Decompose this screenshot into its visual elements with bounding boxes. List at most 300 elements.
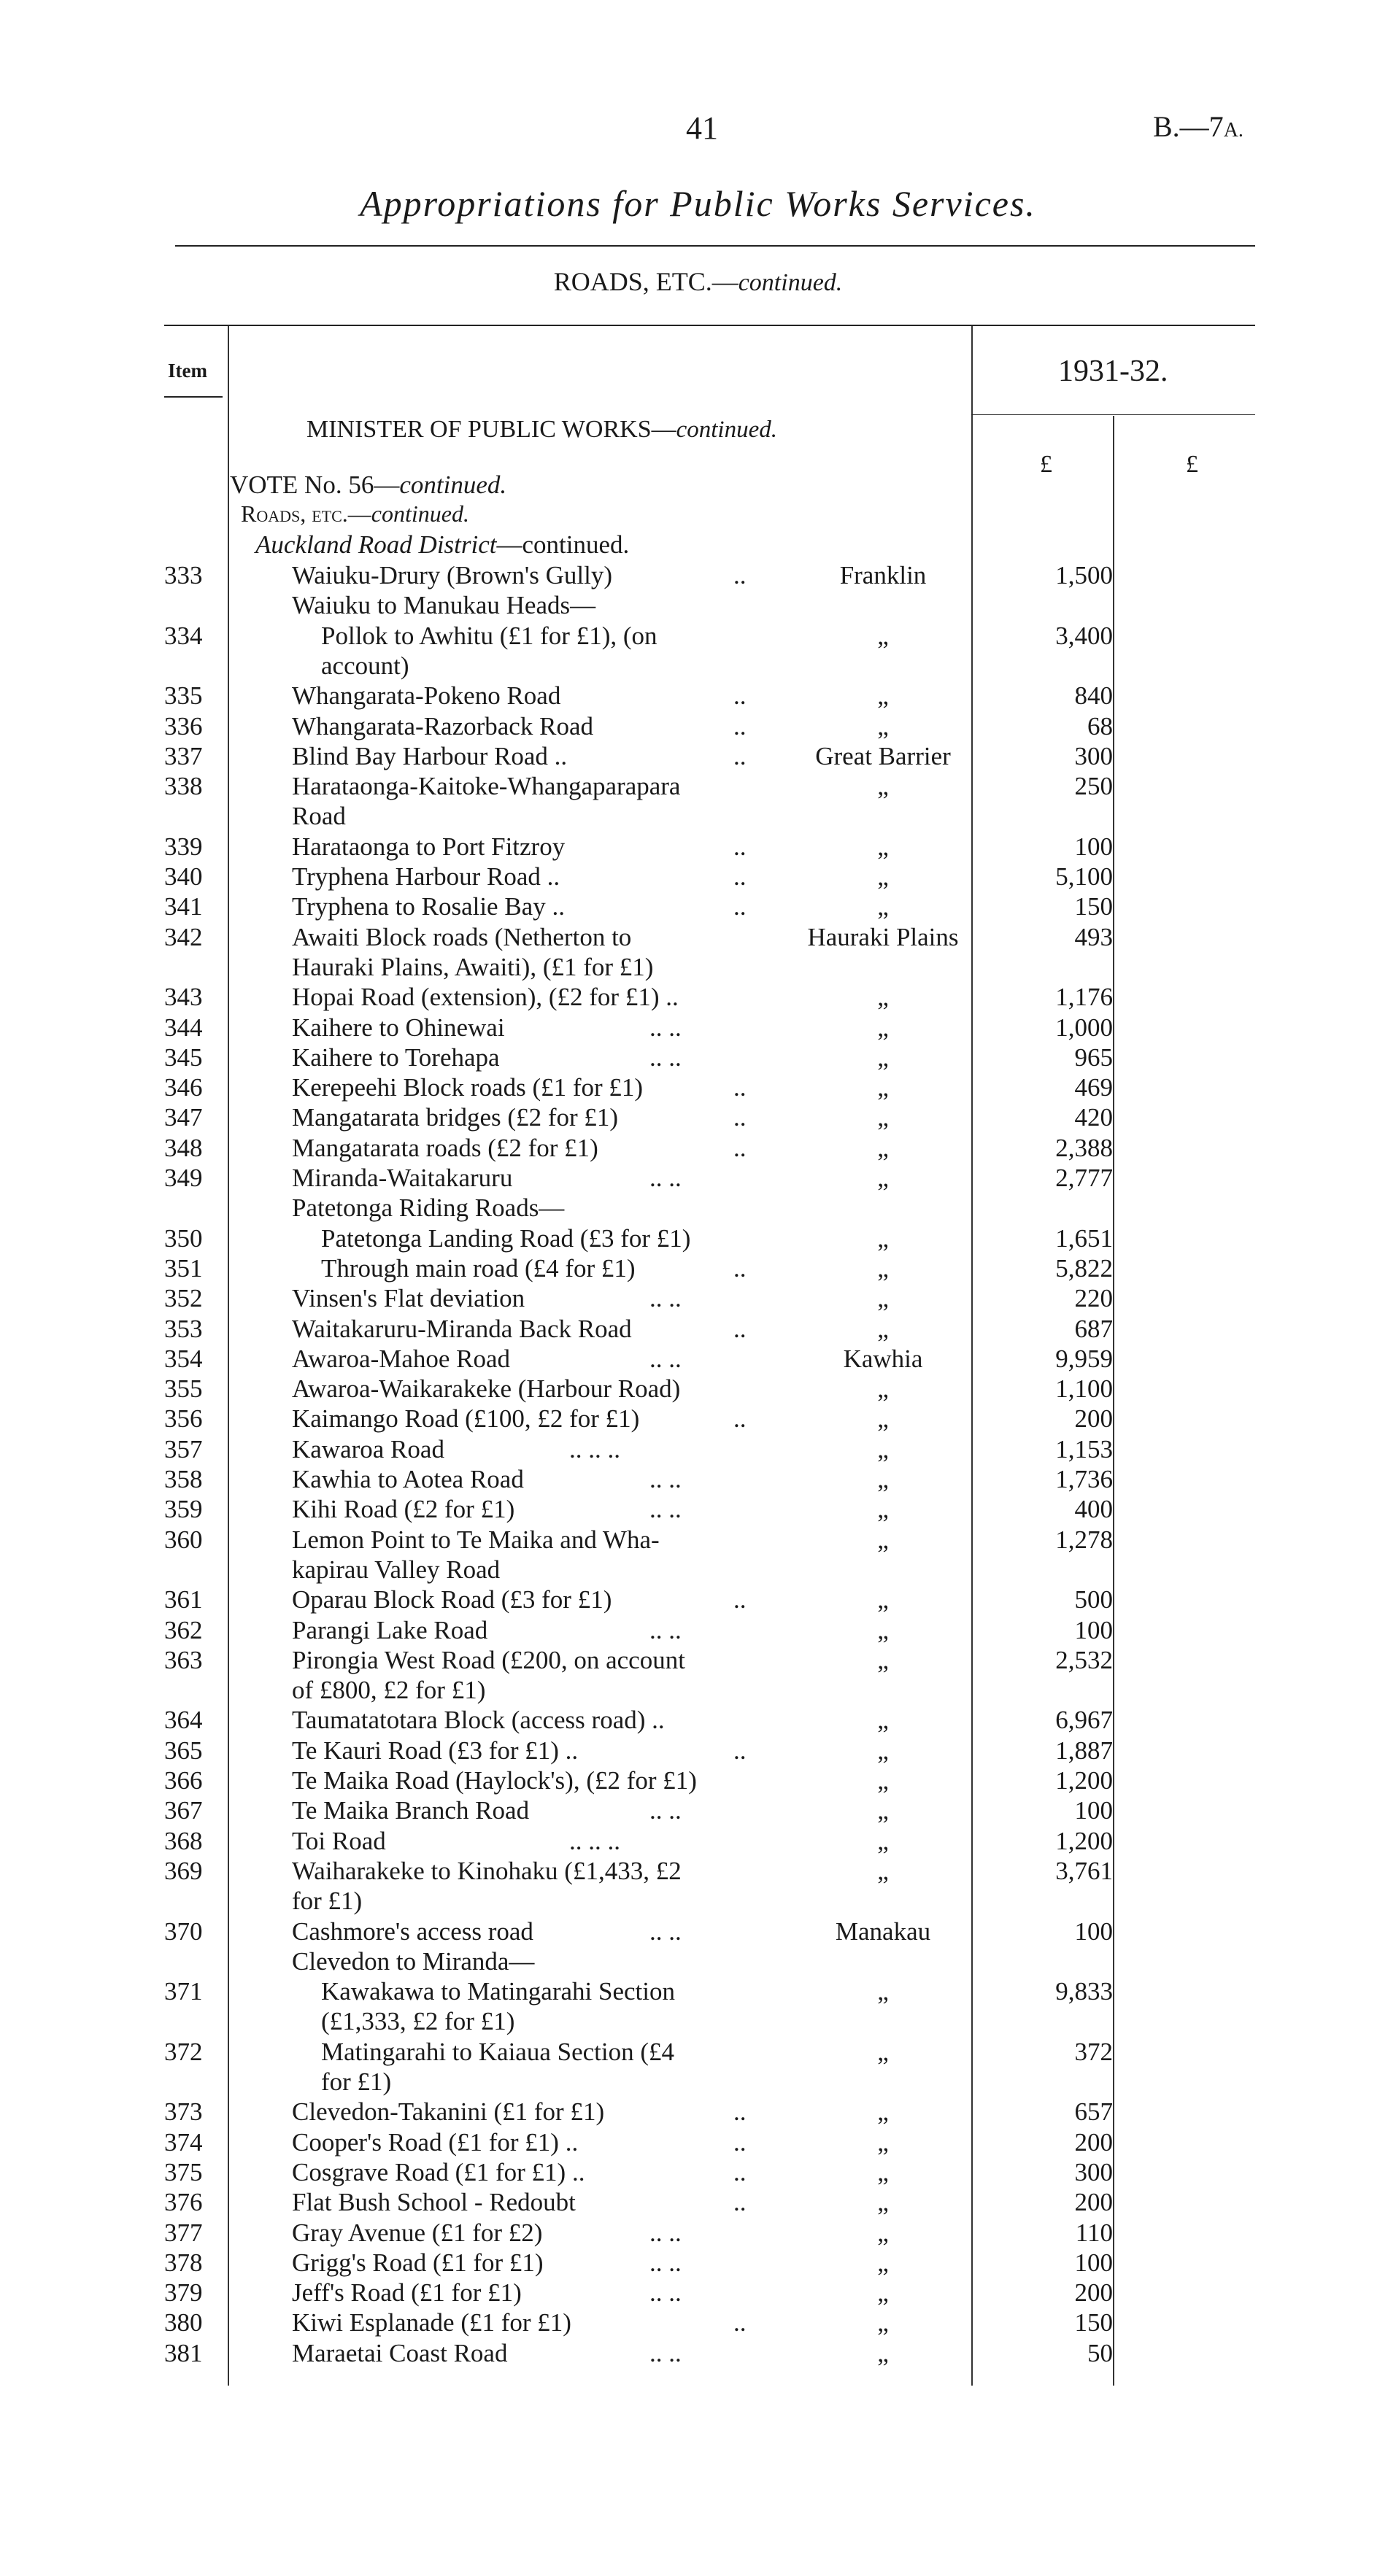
road-district: „	[877, 1043, 889, 1072]
amount: 1,200	[1055, 1826, 1113, 1855]
item-description: Matingarahi to Kaiaua Section (£4	[321, 2037, 675, 2066]
item-description: Clevedon to Miranda—	[292, 1946, 535, 1976]
table-top-rule	[164, 325, 1255, 326]
item-description: Mangatarata bridges (£2 for £1)	[292, 1103, 619, 1132]
item-number: 345	[164, 1043, 203, 1072]
table-row	[0, 681, 1396, 711]
item-number: 375	[164, 2157, 203, 2186]
table-row	[0, 1615, 1396, 1646]
table-row	[0, 2037, 1396, 2068]
table-row	[0, 771, 1396, 802]
amount: 3,400	[1055, 621, 1113, 650]
item-description: Cosgrave Road (£1 for £1) ..	[292, 2157, 585, 2186]
road-district: „	[877, 1826, 889, 1855]
item-number: 340	[164, 862, 203, 891]
road-district: „	[877, 1585, 889, 1614]
item-description: Miranda-Waitakaruru	[292, 1164, 513, 1192]
item-description: Clevedon-Takanini (£1 for £1)	[292, 2097, 605, 2127]
item-number: 350	[164, 1223, 203, 1253]
item-number: 349	[164, 1164, 203, 1192]
road-district: „	[877, 1977, 889, 2006]
table-row	[0, 2308, 1396, 2338]
road-district: „	[877, 1404, 889, 1434]
item-number: 333	[164, 561, 203, 589]
table-row	[0, 2157, 1396, 2188]
amount: 100	[1074, 1916, 1113, 1946]
item-number: 364	[164, 1706, 203, 1735]
leader-dots: ..	[733, 892, 747, 921]
amount: 2,388	[1055, 1133, 1113, 1162]
minister-heading-italic: continued.	[676, 417, 777, 443]
currency-symbol-2: £	[1186, 451, 1198, 478]
leader-dots: .. ..	[649, 2248, 682, 2277]
item-number: 371	[164, 1977, 203, 2006]
table-row	[0, 2006, 1396, 2037]
road-district: „	[877, 2188, 889, 2217]
item-description: Awaiti Block roads (Netherton to	[292, 922, 632, 951]
amount: 500	[1074, 1585, 1113, 1614]
amount: 250	[1074, 772, 1113, 801]
item-description: Kawaroa Road	[292, 1434, 444, 1463]
table-row	[0, 1193, 1396, 1223]
table-row	[0, 1133, 1396, 1164]
amount: 9,959	[1055, 1344, 1113, 1373]
amount: 110	[1075, 2218, 1113, 2247]
item-description: Kawakawa to Matingarahi Section	[321, 1977, 675, 2006]
section-title	[0, 266, 1396, 297]
item-description: Vinsen's Flat deviation	[292, 1284, 525, 1313]
amount: 493	[1074, 922, 1113, 951]
road-district: „	[877, 1284, 889, 1313]
table-row	[0, 1223, 1396, 1254]
leader-dots: ..	[733, 1073, 747, 1102]
item-description: Waiuku-Drury (Brown's Gully)	[292, 561, 612, 589]
item-number: 365	[164, 1736, 203, 1765]
amount: 3,761	[1055, 1856, 1113, 1885]
road-district: „	[877, 1133, 889, 1162]
leader-dots: .. ..	[649, 1465, 682, 1493]
item-column-header: Item	[168, 360, 207, 382]
item-description: Patetonga Riding Roads—	[292, 1194, 565, 1223]
table-row	[0, 1314, 1396, 1345]
leader-dots: .. ..	[649, 2278, 682, 2308]
item-description: Oparau Block Road (£3 for £1)	[292, 1585, 612, 1614]
amount: 100	[1074, 1796, 1113, 1825]
item-description: Mangatarata roads (£2 for £1)	[292, 1133, 598, 1162]
table-row	[0, 1043, 1396, 1073]
document-code-main: B.—7	[1153, 110, 1224, 143]
item-number: 374	[164, 2127, 203, 2157]
item-number: 367	[164, 1796, 203, 1825]
table-row	[0, 1946, 1396, 1977]
leader-dots: .. ..	[649, 1796, 682, 1825]
roads-subheading-text: Roads, etc.—	[241, 500, 371, 527]
road-district: „	[877, 1465, 889, 1493]
roads-subheading	[241, 500, 469, 527]
amount: 100	[1074, 2248, 1113, 2277]
item-number: 346	[164, 1073, 203, 1102]
amount: 420	[1074, 1103, 1113, 1132]
table-row	[0, 952, 1396, 983]
road-district: „	[877, 2338, 889, 2367]
item-description: Road	[292, 802, 346, 831]
item-number: 360	[164, 1525, 203, 1554]
table-row	[0, 1916, 1396, 1947]
road-district: „	[877, 1164, 889, 1192]
road-district: „	[877, 2248, 889, 2277]
item-description: Grigg's Road (£1 for £1)	[292, 2248, 544, 2277]
item-number: 359	[164, 1495, 203, 1524]
district-subheading-italic: Auckland Road District	[255, 530, 497, 559]
table-row	[0, 1434, 1396, 1465]
leader-dots: ..	[733, 1736, 747, 1765]
table-row	[0, 1013, 1396, 1043]
item-description: Jeff's Road (£1 for £1)	[292, 2278, 522, 2308]
table-row	[0, 621, 1396, 651]
leader-dots: .. ..	[649, 1284, 682, 1313]
amount: 300	[1074, 741, 1113, 770]
item-number: 355	[164, 1374, 203, 1404]
amount: 1,200	[1055, 1766, 1113, 1795]
leader-dots: .. ..	[649, 1013, 682, 1042]
leader-dots: .. ..	[649, 1495, 682, 1524]
amount: 68	[1087, 711, 1113, 740]
item-description: account)	[321, 651, 409, 680]
item-description: Kiwi Esplanade (£1 for £1)	[292, 2308, 571, 2337]
amount: 200	[1074, 2278, 1113, 2308]
table-row	[0, 832, 1396, 862]
item-number: 348	[164, 1133, 203, 1162]
item-description: Taumatatotara Block (access road) ..	[292, 1706, 665, 1735]
item-description: Harataonga to Port Fitzroy	[292, 832, 566, 861]
table-row	[0, 711, 1396, 742]
table-row	[0, 1163, 1396, 1194]
leader-dots: ..	[733, 2097, 747, 2127]
table-row	[0, 1253, 1396, 1284]
vote-heading	[230, 471, 506, 500]
table-row	[0, 1464, 1396, 1495]
road-district: Kawhia	[843, 1344, 923, 1373]
item-description: Pirongia West Road (£200, on account	[292, 1645, 685, 1674]
top-rule	[175, 245, 1255, 247]
document-code-suffix: A.	[1223, 119, 1243, 142]
amount: 50	[1087, 2338, 1113, 2367]
section-title-text: ROADS, ETC.—	[553, 267, 739, 296]
item-number: 372	[164, 2037, 203, 2066]
item-description: Waitakaruru-Miranda Back Road	[292, 1314, 632, 1343]
amount: 840	[1074, 681, 1113, 711]
table-row	[0, 1795, 1396, 1826]
item-number: 380	[164, 2308, 203, 2337]
road-district: „	[877, 1796, 889, 1825]
table-row	[0, 1555, 1396, 1585]
leader-dots: .. ..	[649, 2338, 682, 2367]
table-row	[0, 1344, 1396, 1374]
item-number: 378	[164, 2248, 203, 2277]
table-row	[0, 1494, 1396, 1525]
amount: 200	[1074, 2188, 1113, 2217]
road-district: Great Barrier	[815, 741, 951, 770]
amount: 400	[1074, 1495, 1113, 1524]
table-row	[0, 1736, 1396, 1766]
item-number: 358	[164, 1465, 203, 1493]
road-district: Manakau	[835, 1916, 931, 1946]
item-description: Kihi Road (£2 for £1)	[292, 1495, 515, 1524]
leader-dots: ..	[733, 2188, 747, 2217]
road-district: „	[877, 1073, 889, 1102]
amount: 687	[1074, 1314, 1113, 1343]
item-number: 356	[164, 1404, 203, 1434]
table-row	[0, 1765, 1396, 1796]
road-district: „	[877, 1525, 889, 1554]
item-description: Awaroa-Waikarakeke (Harbour Road)	[292, 1374, 681, 1404]
item-number: 351	[164, 1253, 203, 1283]
table-row	[0, 560, 1396, 591]
table-row	[0, 2218, 1396, 2248]
item-description: Kawhia to Aotea Road	[292, 1465, 524, 1493]
item-number: 357	[164, 1434, 203, 1463]
amount: 1,887	[1055, 1736, 1113, 1765]
amount: 1,500	[1055, 561, 1113, 589]
item-description: Whangarata-Razorback Road	[292, 711, 593, 740]
leader-dots: .. ..	[649, 1615, 682, 1644]
item-description: (£1,333, £2 for £1)	[321, 2007, 515, 2036]
item-description: Parangi Lake Road	[292, 1615, 488, 1644]
item-description: Tryphena to Rosalie Bay ..	[292, 892, 565, 921]
road-district: „	[877, 2278, 889, 2308]
item-description: Hauraki Plains, Awaiti), (£1 for £1)	[292, 952, 654, 981]
road-district: „	[877, 2218, 889, 2247]
table-row	[0, 1886, 1396, 1916]
item-description: Te Maika Road (Haylock's), (£2 for £1)	[292, 1766, 697, 1795]
item-number: 336	[164, 711, 203, 740]
leader-dots: ..	[733, 1133, 747, 1162]
item-description: Kaihere to Ohinewai	[292, 1013, 505, 1042]
road-district: „	[877, 1706, 889, 1735]
table-row	[0, 741, 1396, 772]
item-description: Toi Road	[292, 1826, 386, 1855]
road-district: „	[877, 1645, 889, 1674]
amount: 965	[1074, 1043, 1113, 1072]
road-district: „	[877, 1223, 889, 1253]
item-description: Kaihere to Torehapa	[292, 1043, 500, 1072]
item-description: for £1)	[321, 2068, 392, 2096]
table-row	[0, 1525, 1396, 1555]
road-district: „	[877, 1253, 889, 1283]
road-district: „	[877, 2127, 889, 2157]
road-district: „	[877, 1766, 889, 1795]
road-district: „	[877, 1314, 889, 1343]
item-number: 334	[164, 621, 203, 650]
item-description: Hopai Road (extension), (£2 for £1) ..	[292, 983, 679, 1012]
amount: 100	[1074, 832, 1113, 861]
road-district: „	[877, 1374, 889, 1404]
item-description: Maraetai Coast Road	[292, 2338, 508, 2367]
item-description: Kaimango Road (£100, £2 for £1)	[292, 1404, 640, 1434]
road-district: „	[877, 2308, 889, 2337]
road-district: Hauraki Plains	[807, 922, 959, 951]
amount: 657	[1074, 2097, 1113, 2127]
table-row	[0, 2097, 1396, 2127]
road-district: „	[877, 1615, 889, 1644]
amount: 220	[1074, 1284, 1113, 1313]
road-district: „	[877, 711, 889, 740]
item-number: 369	[164, 1856, 203, 1885]
item-number: 373	[164, 2097, 203, 2127]
vote-heading-italic: continued.	[399, 471, 507, 499]
table-row	[0, 1374, 1396, 1404]
road-district: „	[877, 892, 889, 921]
leader-dots: ..	[733, 681, 747, 711]
table-row	[0, 1826, 1396, 1857]
year-header-underline	[971, 414, 1255, 415]
page-title: Appropriations for Public Works Services.	[360, 183, 1036, 224]
amount: 2,532	[1055, 1645, 1113, 1674]
amount: 1,736	[1055, 1465, 1113, 1493]
leader-dots: ..	[733, 862, 747, 891]
district-subheading	[255, 530, 629, 560]
item-number: 337	[164, 741, 203, 770]
table-row	[0, 590, 1396, 621]
table-row	[0, 1102, 1396, 1133]
amount: 1,651	[1055, 1223, 1113, 1253]
item-description: Cooper's Road (£1 for £1) ..	[292, 2127, 579, 2157]
road-district: „	[877, 1856, 889, 1885]
item-number: 366	[164, 1766, 203, 1795]
table-row	[0, 1976, 1396, 2007]
item-description: Tryphena Harbour Road ..	[292, 862, 560, 891]
item-description: Waiuku to Manukau Heads—	[292, 591, 596, 620]
road-district: „	[877, 1103, 889, 1132]
item-description: Blind Bay Harbour Road ..	[292, 741, 568, 770]
leader-dots: ..	[733, 832, 747, 861]
leader-dots: ..	[733, 2157, 747, 2186]
amount: 1,153	[1055, 1434, 1113, 1463]
minister-heading	[306, 416, 777, 444]
item-description: Te Maika Branch Road	[292, 1796, 530, 1825]
table-row	[0, 862, 1396, 892]
amount: 6,967	[1055, 1706, 1113, 1735]
item-number: 368	[164, 1826, 203, 1855]
amount: 2,777	[1055, 1164, 1113, 1192]
item-number: 363	[164, 1645, 203, 1674]
document-code	[1153, 109, 1243, 144]
leader-dots: ..	[733, 1585, 747, 1614]
table-row	[0, 1705, 1396, 1736]
item-description: Lemon Point to Te Maika and Wha-	[292, 1525, 660, 1554]
road-district: „	[877, 832, 889, 861]
table-row	[0, 1675, 1396, 1706]
item-number: 339	[164, 832, 203, 861]
amount: 1,000	[1055, 1013, 1113, 1042]
item-description: Through main road (£4 for £1)	[321, 1253, 636, 1283]
item-description: Cashmore's access road	[292, 1916, 533, 1946]
table-row	[0, 1072, 1396, 1103]
item-number: 377	[164, 2218, 203, 2247]
road-district: „	[877, 2097, 889, 2127]
table-row	[0, 651, 1396, 681]
table-row	[0, 2187, 1396, 2218]
item-header-underline	[164, 396, 223, 398]
road-district: „	[877, 772, 889, 801]
amount: 469	[1074, 1073, 1113, 1102]
item-description: Patetonga Landing Road (£3 for £1)	[321, 1223, 691, 1253]
currency-symbol-1: £	[1040, 451, 1052, 478]
table-row	[0, 2067, 1396, 2097]
leader-dots: ..	[733, 741, 747, 770]
leader-dots: ..	[733, 1103, 747, 1132]
road-district: „	[877, 1434, 889, 1463]
table-row	[0, 1283, 1396, 1314]
road-district: Franklin	[839, 561, 927, 589]
roads-subheading-italic: continued.	[371, 500, 469, 527]
item-number: 335	[164, 681, 203, 711]
vote-heading-text: VOTE No. 56—	[230, 471, 400, 499]
amount: 100	[1074, 1615, 1113, 1644]
leader-dots: .. ..	[649, 2218, 682, 2247]
table-row	[0, 922, 1396, 953]
table-row	[0, 2338, 1396, 2369]
road-district: „	[877, 2037, 889, 2066]
table-row	[0, 1645, 1396, 1676]
year-column-header: 1931-32.	[1058, 355, 1168, 388]
amount: 5,100	[1055, 862, 1113, 891]
item-description: Gray Avenue (£1 for £2)	[292, 2218, 543, 2247]
item-description: for £1)	[292, 1887, 363, 1916]
section-title-italic: continued.	[738, 269, 843, 296]
amount: 150	[1074, 892, 1113, 921]
item-number: 381	[164, 2338, 203, 2367]
table-row	[0, 982, 1396, 1013]
road-district: „	[877, 1495, 889, 1524]
item-description: Kerepeehi Block roads (£1 for £1)	[292, 1073, 644, 1102]
item-number: 343	[164, 983, 203, 1012]
amount: 300	[1074, 2157, 1113, 2186]
amount: 5,822	[1055, 1253, 1113, 1283]
leader-dots: ..	[733, 1314, 747, 1343]
leader-dots: ..	[733, 711, 747, 740]
leader-dots: ..	[733, 561, 747, 589]
item-number: 361	[164, 1585, 203, 1614]
leader-dots: .. ..	[649, 1164, 682, 1192]
item-description: Waiharakeke to Kinohaku (£1,433, £2	[292, 1856, 682, 1885]
road-district: „	[877, 621, 889, 650]
page-number: 41	[686, 110, 718, 146]
district-subheading-text: —continued.	[496, 530, 630, 559]
leader-dots: .. ..	[649, 1344, 682, 1373]
road-district: „	[877, 2157, 889, 2186]
item-number: 344	[164, 1013, 203, 1042]
amount: 200	[1074, 2127, 1113, 2157]
item-number: 341	[164, 892, 203, 921]
table-row	[0, 1856, 1396, 1887]
item-description: kapirau Valley Road	[292, 1555, 501, 1584]
leader-dots: .. ..	[649, 1043, 682, 1072]
minister-heading-text: MINISTER OF PUBLIC WORKS—	[306, 416, 676, 443]
road-district: „	[877, 1736, 889, 1765]
road-district: „	[877, 862, 889, 891]
item-number: 354	[164, 1344, 203, 1373]
item-description: Harataonga-Kaitoke-Whangaparapara	[292, 772, 681, 801]
amount: 372	[1074, 2037, 1113, 2066]
leader-dots: ..	[733, 2127, 747, 2157]
amount: 9,833	[1055, 1977, 1113, 2006]
item-description: Awaroa-Mahoe Road	[292, 1344, 511, 1373]
item-number: 362	[164, 1615, 203, 1644]
leader-dots: ..	[733, 1404, 747, 1434]
amount: 150	[1074, 2308, 1113, 2337]
leader-dots: .. .. ..	[569, 1434, 620, 1463]
